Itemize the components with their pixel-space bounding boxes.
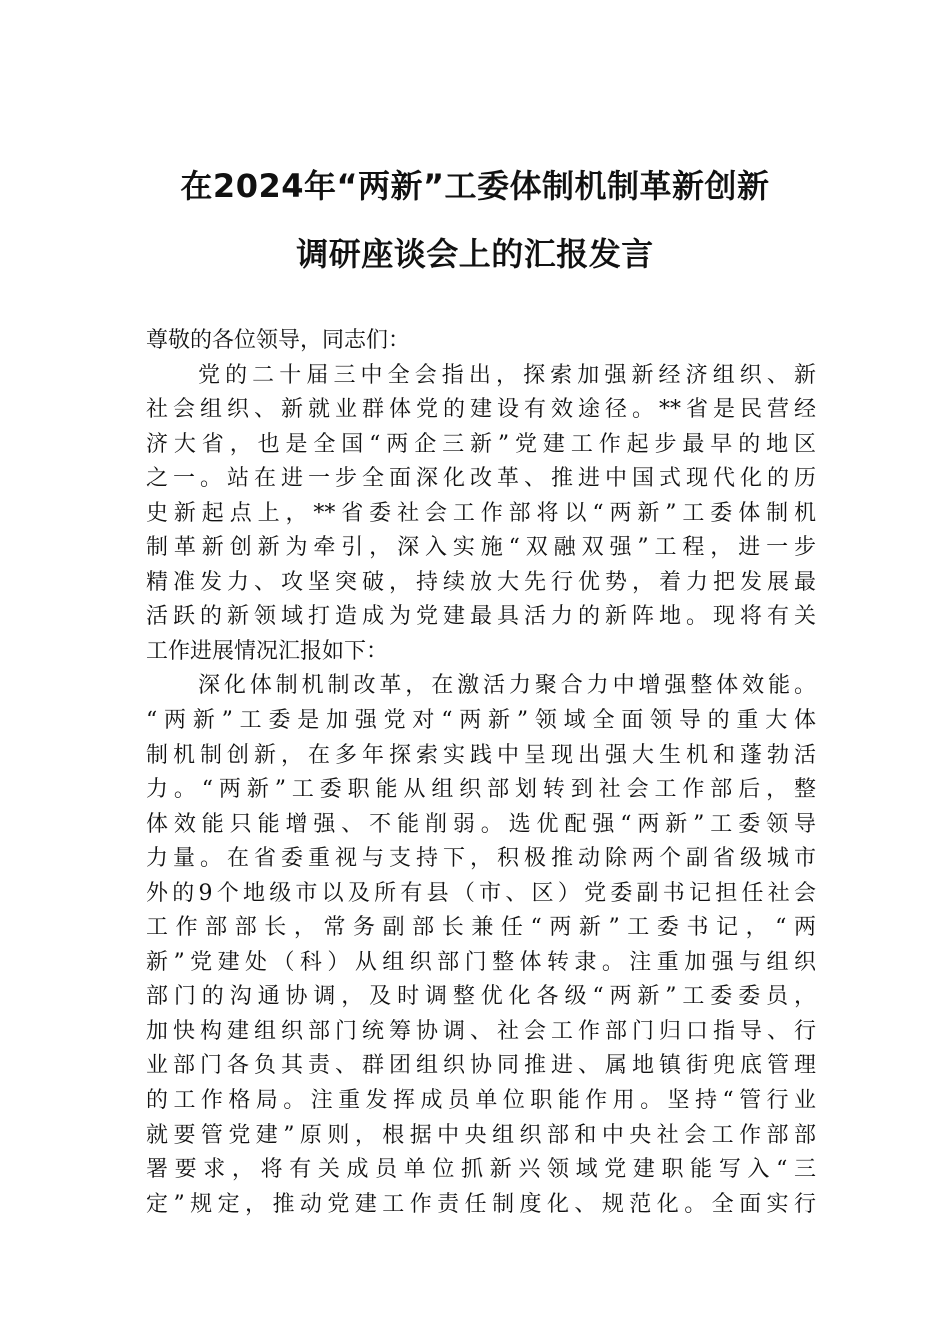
body-text-line: 力量。在省委重视与支持下，积极推动除两个副省级城市 — [146, 846, 816, 872]
body-text-line: 就要管党建”原则，根据中央组织部和中央社会工作部部 — [146, 1122, 816, 1148]
body-text-line: 部门的沟通协调，及时调整优化各级“两新”工委委员， — [146, 984, 816, 1010]
body-text-line: 力。“两新”工委职能从组织部划转到社会工作部后，整 — [146, 777, 816, 803]
body-text-line: 定”规定，推动党建工作责任制度化、规范化。全面实行 — [146, 1191, 816, 1217]
body-text-line: 党的二十届三中全会指出，探索加强新经济组织、新 — [198, 362, 816, 388]
body-text-line: 社会组织、新就业群体党的建设有效途径。**省是民营经 — [146, 397, 816, 423]
document-title-line-1: 在2024年“两新”工委体制机制革新创新 — [180, 167, 770, 205]
body-text-line: 加快构建组织部门统筹协调、社会工作部门归口指导、行 — [146, 1018, 816, 1044]
body-text-line: 尊敬的各位领导，同志们： — [146, 328, 411, 353]
body-text-line: 署要求，将有关成员单位抓新兴领域党建职能写入“三 — [146, 1157, 816, 1183]
body-text-line: 体效能只能增强、不能削弱。选优配强“两新”工委领导 — [146, 811, 816, 837]
body-text-line: 的工作格局。注重发挥成员单位职能作用。坚持“管行业 — [146, 1088, 816, 1114]
body-text-line: 精准发力、攻坚突破，持续放大先行优势，着力把发展最 — [146, 569, 816, 595]
body-text-line: 外的9个地级市以及所有县（市、区）党委副书记担任社会 — [146, 880, 816, 906]
body-text-line: 史新起点上，**省委社会工作部将以“两新”工委体制机 — [146, 500, 816, 526]
body-text-line: 制革新创新为牵引，深入实施“双融双强”工程，进一步 — [146, 535, 816, 561]
body-text-line: “两新”工委是加强党对“两新”领域全面领导的重大体 — [146, 708, 816, 734]
body-text-line: 之一。站在进一步全面深化改革、推进中国式现代化的历 — [146, 466, 816, 492]
body-text-line: 深化体制机制改革，在激活力聚合力中增强整体效能。 — [198, 673, 816, 699]
body-text-line: 工作进展情况汇报如下： — [146, 638, 389, 664]
body-text-line: 制机制创新，在多年探索实践中呈现出强大生机和蓬勃活 — [146, 742, 816, 768]
document-body — [146, 324, 816, 1222]
document-title-line-2: 调研座谈会上的汇报发言 — [296, 235, 654, 273]
body-text-line: 新”党建处（科）从组织部门整体转隶。注重加强与组织 — [146, 949, 816, 975]
body-text-line: 济大省，也是全国“两企三新”党建工作起步最早的地区 — [146, 431, 816, 457]
body-text-line: 工作部部长，常务副部长兼任“两新”工委书记，“两 — [146, 915, 816, 941]
body-text-line: 业部门各负其责、群团组织协同推进、属地镇街兜底管理 — [146, 1053, 816, 1079]
body-text-line: 活跃的新领域打造成为党建最具活力的新阵地。现将有关 — [146, 604, 816, 630]
